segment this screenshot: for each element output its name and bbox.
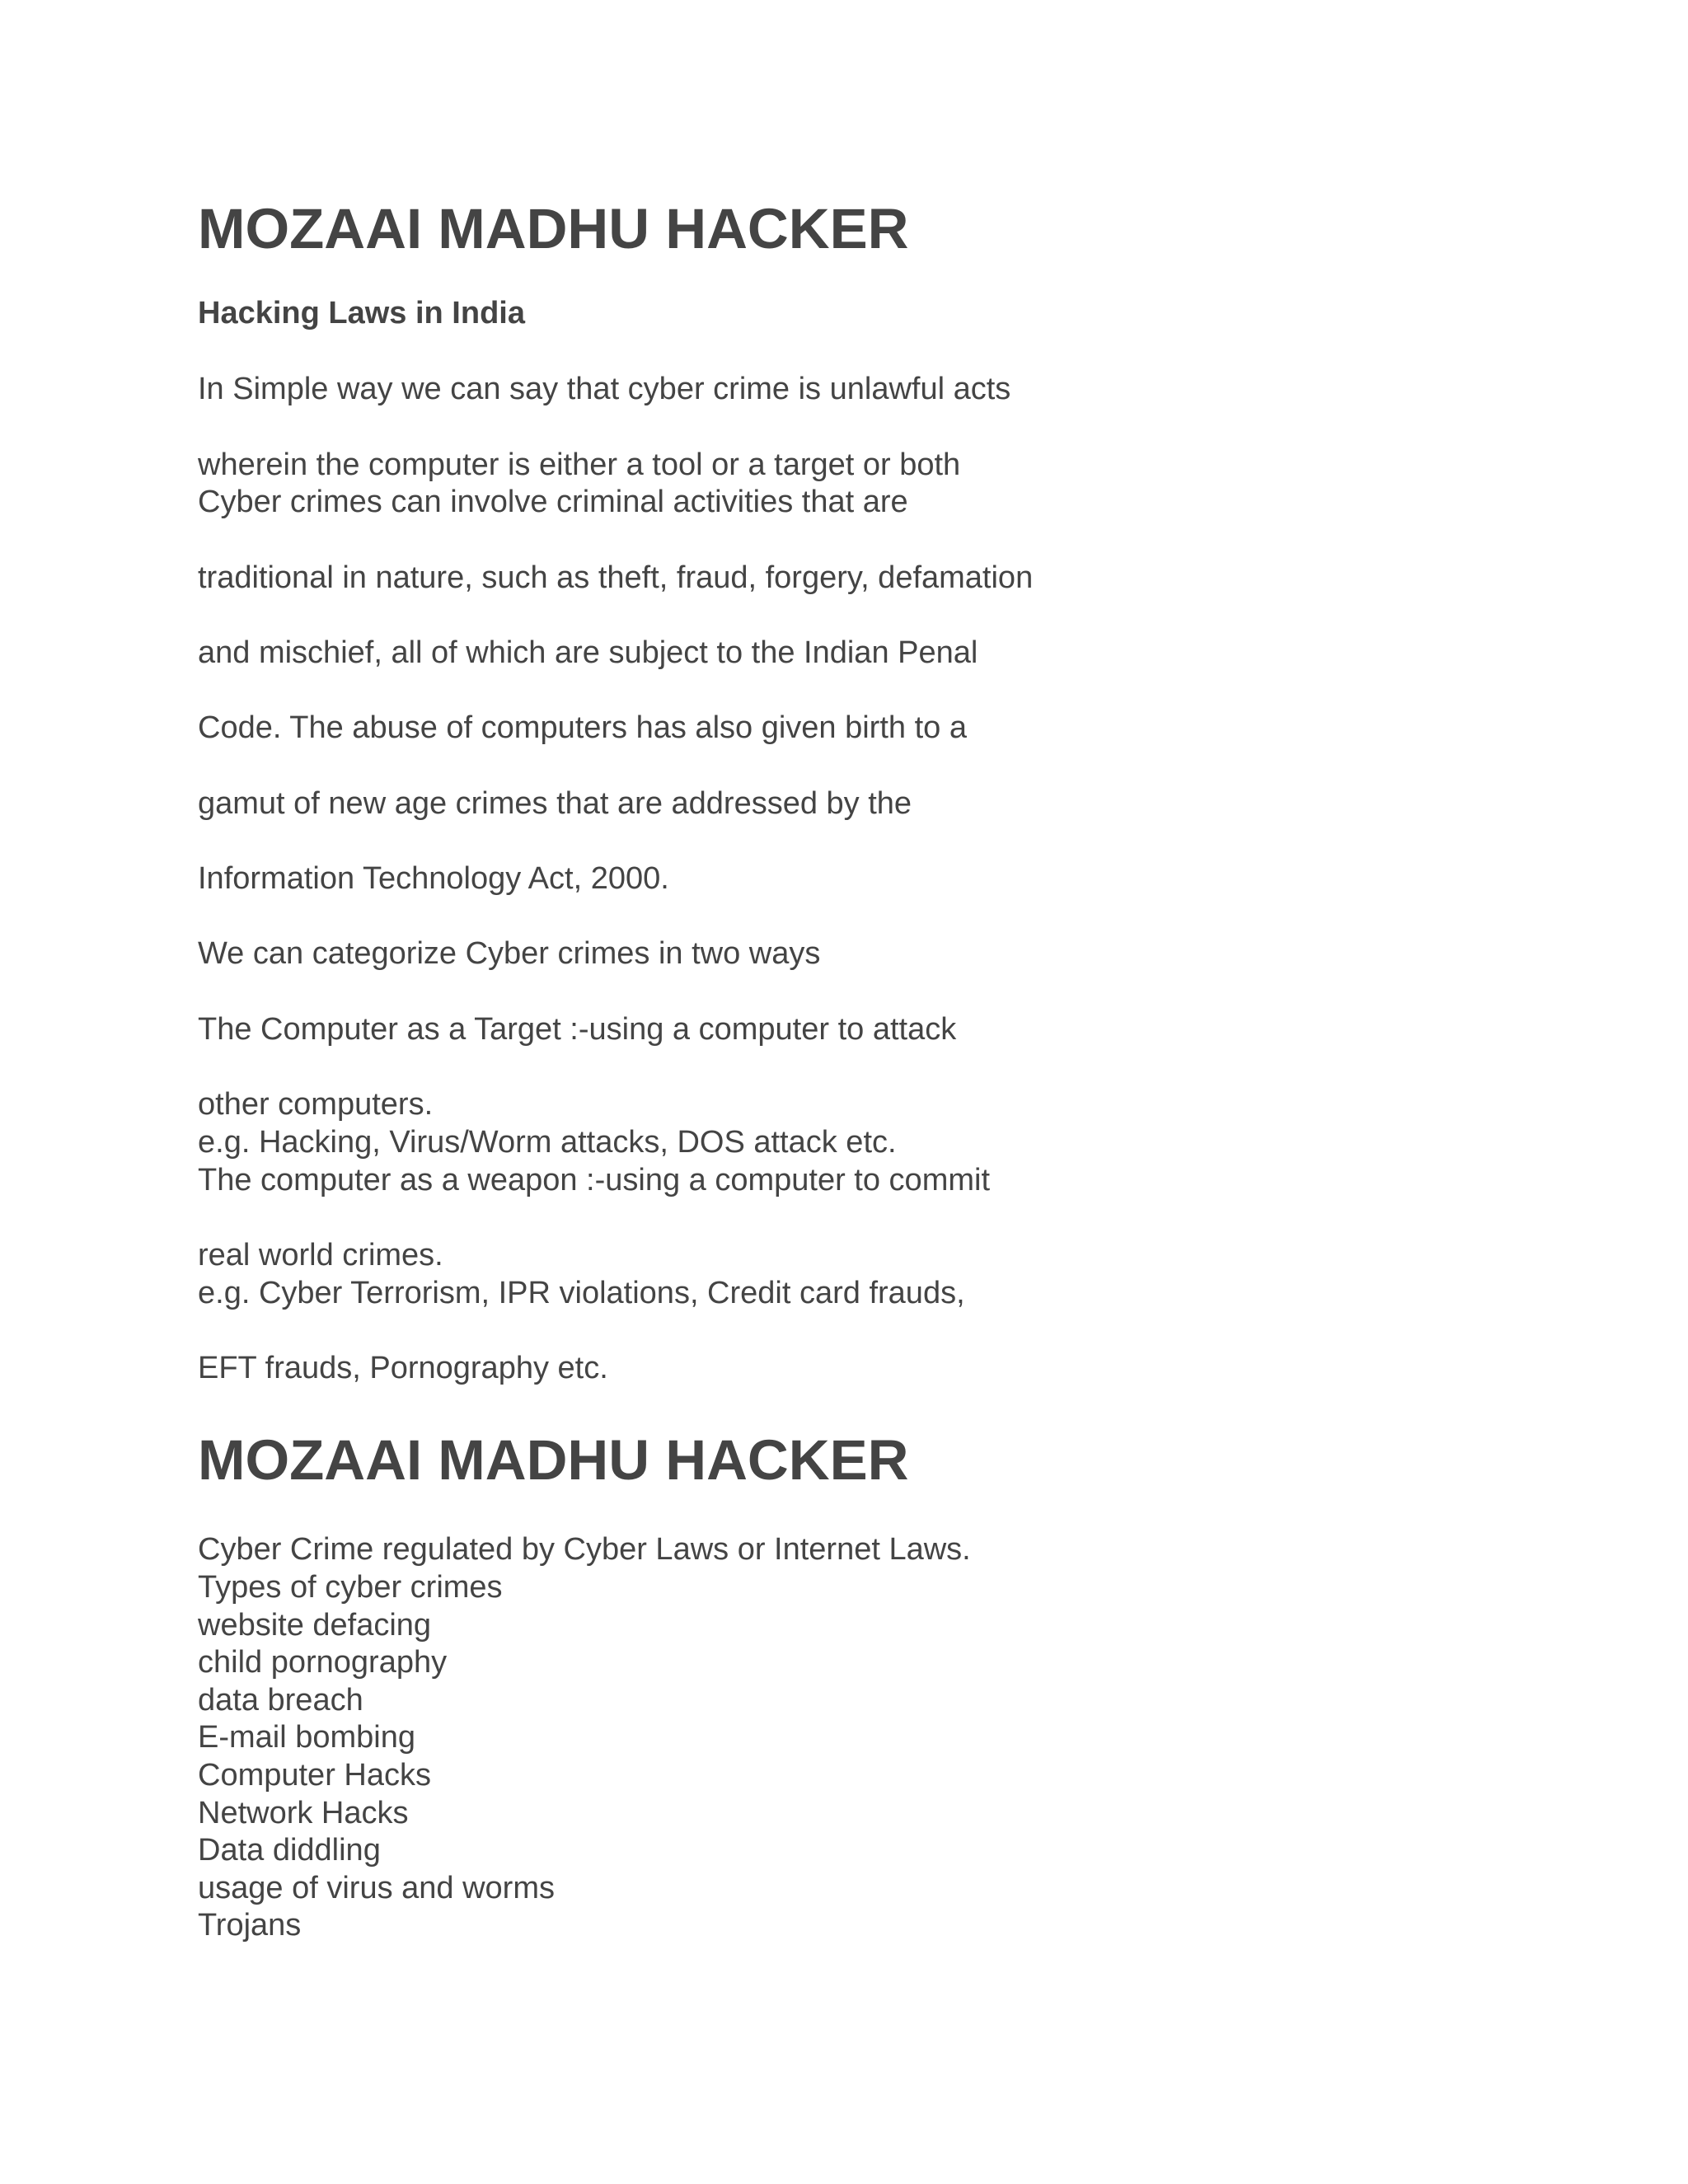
paragraph-line: e.g. Hacking, Virus/Worm attacks, DOS attack etc.: [198, 1125, 897, 1160]
list-item: Trojans: [198, 1908, 302, 1943]
list-item: child pornography: [198, 1645, 448, 1680]
page-title: MOZAAI MADHU HACKER: [198, 197, 909, 260]
paragraph-line: and mischief, all of which are subject to the Indian Penal: [198, 635, 978, 670]
paragraph-line: Code. The abuse of computers has also given birth to a: [198, 710, 967, 745]
paragraph-line: We can categorize Cyber crimes in two ways: [198, 936, 821, 971]
paragraph-line: In Simple way we can say that cyber crime is unlawful acts: [198, 372, 1011, 406]
section-title: MOZAAI MADHU HACKER: [198, 1428, 909, 1492]
list-item: website defacing: [198, 1608, 432, 1643]
paragraph-line: e.g. Cyber Terrorism, IPR violations, Credit card frauds,: [198, 1276, 965, 1310]
list-item: E-mail bombing: [198, 1720, 415, 1755]
paragraph-line: Cyber crimes can involve criminal activities that are: [198, 485, 908, 519]
paragraph-line: Information Technology Act, 2000.: [198, 861, 669, 896]
paragraph-line: Cyber Crime regulated by Cyber Laws or Internet Laws.: [198, 1532, 971, 1567]
section-subtitle: Hacking Laws in India: [198, 296, 525, 330]
paragraph-line: The computer as a weapon :-using a computer to commit: [198, 1163, 991, 1197]
list-item: usage of virus and worms: [198, 1871, 555, 1905]
list-item: Network Hacks: [198, 1796, 409, 1830]
list-item: data breach: [198, 1683, 363, 1718]
list-item: Types of cyber crimes: [198, 1570, 503, 1605]
list-item: Computer Hacks: [198, 1758, 431, 1793]
paragraph-line: real world crimes.: [198, 1238, 443, 1272]
paragraph-line: gamut of new age crimes that are addressed by the: [198, 786, 912, 821]
paragraph-line: wherein the computer is either a tool or a target or both: [198, 448, 961, 482]
paragraph-line: other computers.: [198, 1087, 434, 1122]
paragraph-line: The Computer as a Target :-using a computer to attack: [198, 1012, 957, 1047]
paragraph-line: EFT frauds, Pornography etc.: [198, 1351, 608, 1385]
list-item: Data diddling: [198, 1833, 381, 1868]
paragraph-line: traditional in nature, such as theft, fraud, forgery, defamation: [198, 560, 1034, 595]
